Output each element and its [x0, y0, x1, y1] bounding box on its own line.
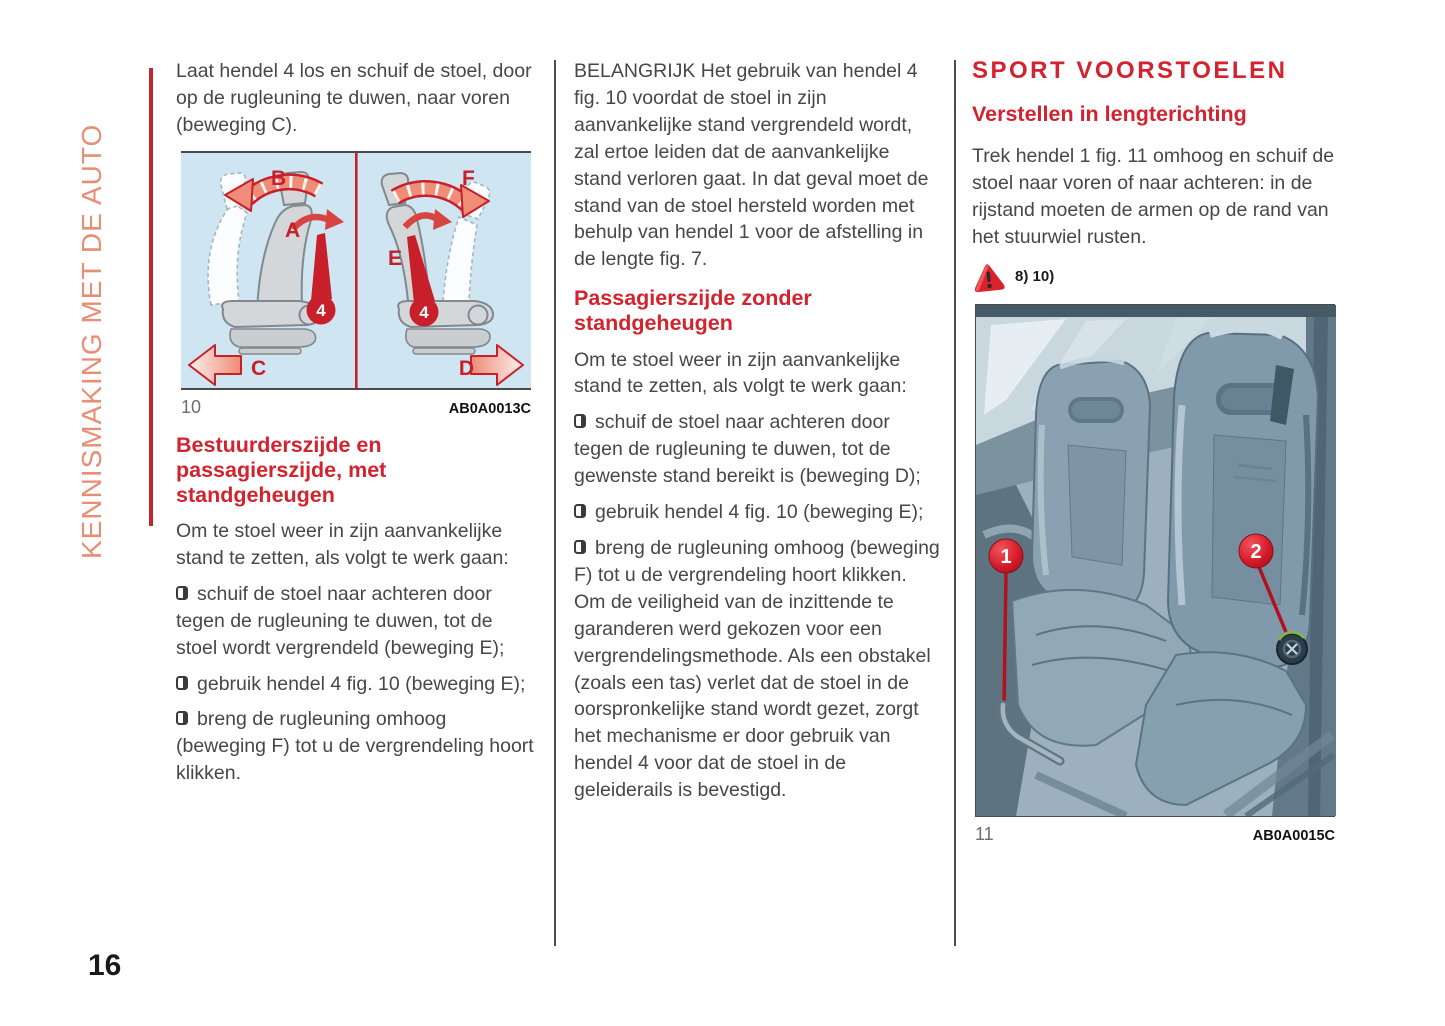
column-2 [574, 58, 942, 813]
list-item-text: gebruik hendel 4 fig. 10 (beweging E); [595, 501, 924, 524]
list-item-text: gebruik hendel 4 fig. 10 (beweging E); [197, 672, 526, 695]
bullet-square-icon [574, 540, 586, 554]
bullet-square-icon [574, 504, 586, 518]
figure-10 [181, 151, 531, 390]
list-item [176, 671, 538, 698]
list-item [574, 409, 942, 490]
section-heading-passenger-side: Passagierszijde zonder standgeheugen [574, 286, 812, 336]
bullet-square-icon [176, 676, 188, 690]
svg-text:4: 4 [419, 302, 429, 322]
label-d: D [458, 356, 474, 380]
column-separator-1 [554, 60, 556, 946]
section-heading-driver-side: Bestuurderszijde en passagierszijde, met standgeheugen [176, 432, 387, 507]
list-item-text: schuif de stoel naar achteren door tegen de rugleuning te duwen, tot de gewenste stand bereikt is (beweging D); [574, 411, 921, 488]
paragraph-lead: Om te stoel weer in zijn aanvankelijke stand te zetten, als volgt te werk gaan: [176, 519, 509, 569]
label-a: A [285, 218, 301, 242]
bullet-square-icon [176, 711, 188, 725]
figure-code: AB0A0013C [448, 400, 531, 417]
sidebar-red-rule [149, 68, 153, 526]
list-item-text: breng de rugleuning omhoog (beweging F) tot u de vergrendeling hoort klikken. [574, 536, 940, 586]
figure-10-caption [181, 395, 531, 420]
svg-text:2: 2 [1250, 540, 1262, 563]
column-1 [176, 58, 538, 796]
bullet-square-icon [176, 586, 188, 600]
label-f: F [462, 166, 475, 190]
warning-triangle-icon [971, 261, 1007, 294]
figure-divider-line [355, 153, 358, 388]
svg-text:1: 1 [1000, 545, 1012, 568]
page-title: SPORT VOORSTOELEN [972, 57, 1288, 84]
list-item-text: schuif de stoel naar achteren door tegen de rugleuning te duwen, tot de stoel wordt vergrendeld (beweging E); [176, 582, 505, 659]
paragraph-body: Trek hendel 1 fig. 11 omhoog en schuif de stoel naar voren of naar achteren: in de rijstand moeten de armen op de rand van het stuurwiel rusten. [972, 145, 1335, 248]
paragraph-outro: Om de veiligheid van de inzittende te garanderen werd gekozen voor een vergrendelingsmethode. Als een obstakel (zoals een tas) verlet dat de stoel in de oorspronkelijke stand wordt gezet, zorgt het mechanisme er door gebruik van hendel 4 voor dat de stoel in de geleiderails is bevestigd. [574, 590, 931, 802]
list-item [176, 581, 538, 662]
warning-note-refs: 8) 10) [1015, 268, 1055, 286]
paragraph-important: BELANGRIJK Het gebruik van hendel 4 fig. 10 voordat de stoel in zijn aanvankelijke stand vergrendeld wordt, zal ertoe leiden dat de aanvankelijke stand verloren gaat. In dat geval moet de stand van de stoel hersteld worden met behulp van hendel 1 voor de afstelling in de lengte fig. 7. [574, 60, 929, 271]
label-e: E [388, 246, 403, 270]
figure-11 [975, 304, 1335, 817]
list-item [574, 535, 942, 589]
figure-number: 11 [975, 823, 994, 844]
svg-text:4: 4 [316, 300, 326, 320]
page-number: 16 [88, 949, 122, 982]
label-b: B [271, 166, 287, 190]
figure-number: 10 [181, 396, 202, 417]
paragraph-lead: Om te stoel weer in zijn aanvankelijke stand te zetten, als volgt te werk gaan: [574, 348, 907, 398]
subsection-heading: Verstellen in lengterichting [972, 102, 1247, 127]
seat-adjust-diagram [181, 153, 531, 388]
sport-seats-photo [976, 305, 1336, 816]
bullet-square-icon [574, 414, 586, 428]
figure-11-caption [975, 822, 1335, 847]
label-c: C [251, 356, 267, 380]
warning-reference-row [972, 263, 1340, 293]
column-3 [972, 58, 1340, 847]
figure-code: AB0A0015C [1252, 827, 1335, 844]
paragraph-intro: Laat hendel 4 los en schuif de stoel, door op de rugleuning te duwen, naar voren (beweging C). [176, 60, 532, 136]
list-item [574, 499, 942, 526]
list-item [176, 706, 538, 787]
chapter-title-vertical: KENNISMAKING MET DE AUTO [76, 123, 107, 559]
list-item-text: breng de rugleuning omhoog (beweging F) tot u de vergrendeling hoort klikken. [176, 708, 534, 785]
column-separator-2 [954, 60, 956, 946]
